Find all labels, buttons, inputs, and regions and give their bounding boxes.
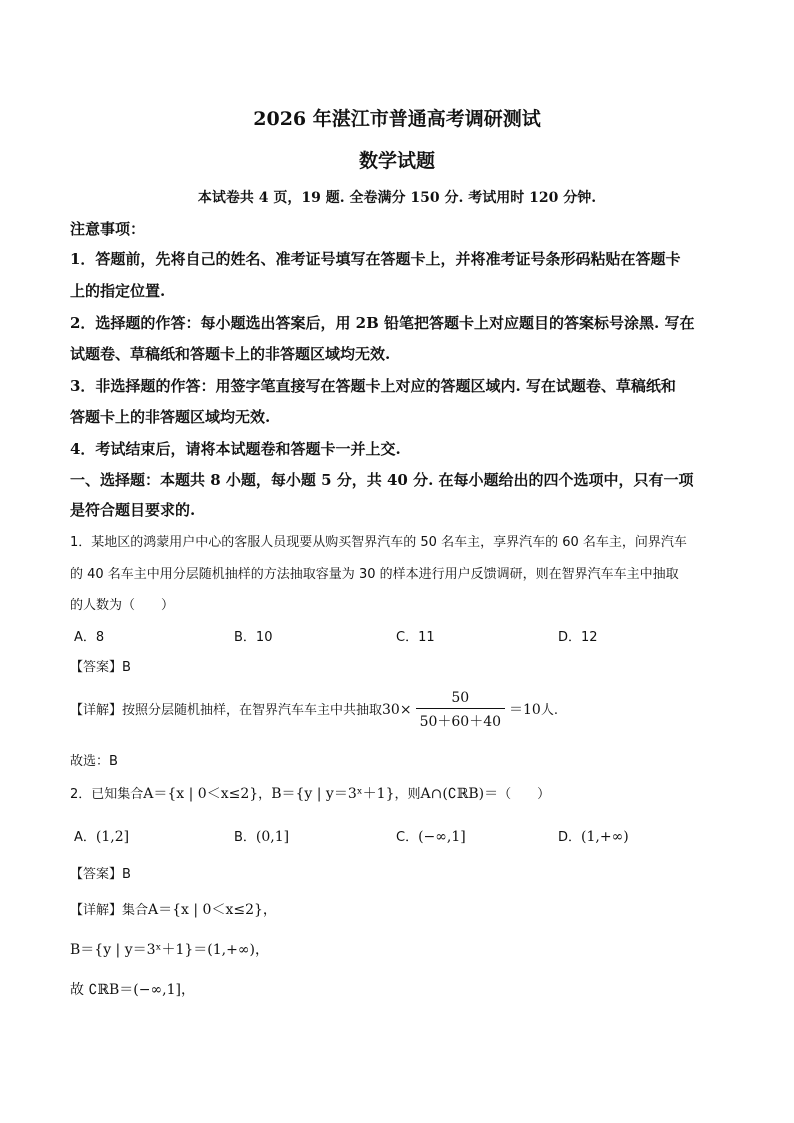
q1-frac-rhs: ＝10 — [509, 702, 541, 718]
q1-frac-lhs: 30× — [382, 702, 412, 718]
note-1-line-1: 1．答题前，先将自己的姓名、准考证号填写在答题卡上，并将准考证号条形码粘贴在答题卡 — [70, 250, 681, 268]
q2-stem-prefix: 2．已知集合 — [70, 787, 144, 802]
q1-answer: 【答案】B — [70, 660, 131, 675]
q1-conclusion: 故选：B — [70, 754, 118, 769]
q2-detail-prefix: 【详解】集合 — [70, 903, 149, 918]
q1-detail — [70, 690, 558, 731]
exam-meta: 本试卷共 4 页，19 题. 全卷满分 150 分. 考试用时 120 分钟. — [197, 190, 597, 206]
q2-stem-mid: ，则 — [394, 787, 421, 802]
q1-fraction — [416, 690, 505, 731]
q2-option-d — [558, 826, 629, 845]
q2-set-a: A＝{x | 0＜x≤2} — [143, 786, 259, 802]
q2-expression: A∩(∁ℝB)＝ — [420, 786, 499, 802]
q2-option-a-value: (1,2] — [95, 829, 130, 845]
q2-set-b: B＝{y | y＝3ˣ＋1} — [271, 786, 395, 802]
q1-option-b: B．10 — [234, 630, 273, 645]
q2-option-b — [234, 826, 289, 845]
q1-line-2: 的 40 名车主中用分层随机抽样的方法抽取容量为 30 的样本进行用户反馈调研，则在智界汽车车主中抽取 — [70, 567, 679, 582]
q2-detail-complement: 故 ∁ℝB＝(−∞,1]， — [70, 982, 195, 998]
q1-frac-denominator: 50＋60＋40 — [419, 714, 502, 730]
notes-heading: 注意事项： — [70, 220, 146, 238]
q2-option-a-label: A． — [74, 830, 96, 845]
q2-detail-set-b: B＝{y | y＝3ˣ＋1}＝(1,+∞)， — [70, 942, 269, 958]
q1-option-d: D．12 — [558, 630, 598, 645]
q2-stem-suffix: （ ） — [498, 787, 551, 802]
q1-option-c: C．11 — [396, 630, 435, 645]
q2-detail — [70, 899, 277, 919]
q2-option-a — [74, 826, 129, 845]
note-4: 4．考试结束后，请将本试题卷和答题卡一并上交. — [70, 440, 401, 458]
q2-detail-set-a: A＝{x | 0＜x≤2}， — [148, 902, 277, 918]
exam-title: 2026 年湛江市普通高考调研测试 — [253, 108, 541, 130]
q2-option-c — [396, 826, 466, 845]
section-1-line-1: 一、选择题：本题共 8 小题，每小题 5 分，共 40 分. 在每小题给出的四个选项中，只有一项 — [70, 471, 694, 489]
q2-answer: 【答案】B — [70, 867, 131, 882]
note-3-line-1: 3．非选择题的作答：用签字笔直接写在答题卡上对应的答题区域内. 写在试题卷、草稿纸和 — [70, 377, 676, 395]
q2-option-b-value: (0,1] — [255, 829, 290, 845]
note-1-line-2: 上的指定位置. — [70, 282, 166, 300]
note-3-line-2: 答题卡上的非答题区域均无效. — [70, 408, 271, 426]
note-2-line-1: 2．选择题的作答：每小题选出答案后，用 2B 铅笔把答题卡上对应题目的答案标号涂黑. 写在 — [70, 314, 695, 332]
q2-option-d-label: D． — [558, 830, 582, 845]
q1-line-3: 的人数为（ ） — [70, 598, 175, 613]
q2-option-b-label: B． — [234, 830, 256, 845]
q1-frac-numerator: 50 — [416, 690, 505, 709]
q2-stem — [70, 783, 550, 803]
q1-detail-prefix: 【详解】按照分层随机抽样，在智界汽车车主中共抽取 — [70, 703, 383, 718]
q2-option-c-label: C． — [396, 830, 419, 845]
q2-option-d-value: (1,+∞) — [581, 829, 629, 845]
q1-detail-suffix: 人. — [540, 703, 558, 718]
q2-option-c-value: (−∞,1] — [418, 829, 466, 845]
note-2-line-2: 试题卷、草稿纸和答题卡上的非答题区域均无效. — [70, 345, 391, 363]
q2-stem-sep: ， — [258, 787, 272, 802]
q1-line-1: 1．某地区的鸿蒙用户中心的客服人员现要从购买智界汽车的 50 名车主，享界汽车的 60 名车主，问界汽车 — [70, 535, 687, 550]
section-1-line-2: 是符合题目要求的. — [70, 501, 196, 519]
q1-option-a: A．8 — [74, 630, 105, 645]
exam-subject: 数学试题 — [358, 150, 435, 172]
